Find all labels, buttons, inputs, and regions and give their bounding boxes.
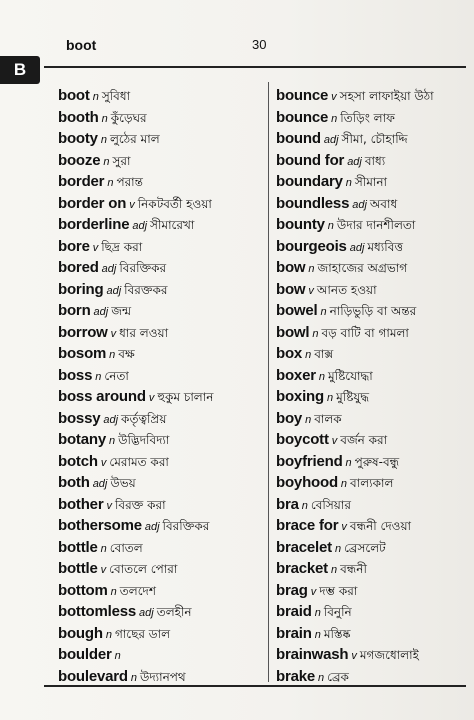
part-of-speech: n xyxy=(305,413,312,426)
definition: সুরা xyxy=(112,153,131,168)
headword: bored xyxy=(58,259,99,276)
thumb-index-tab: B xyxy=(0,56,40,84)
definition: মগজধোলাই xyxy=(359,648,419,662)
definition: কর্তৃত্বপ্রিয় xyxy=(121,411,167,426)
part-of-speech: n xyxy=(107,177,114,189)
dictionary-entry xyxy=(58,514,264,536)
dictionary-entry xyxy=(276,364,466,386)
headword: boss xyxy=(58,366,93,384)
definition: বাধ্য xyxy=(364,153,386,168)
definition: উদ্যানপথ xyxy=(140,669,186,684)
headword: bounce xyxy=(276,87,329,104)
definition: মুষ্টিযোদ্ধা xyxy=(327,368,373,383)
dictionary-entry xyxy=(276,600,466,622)
definition: বিনুনি xyxy=(323,605,352,619)
part-of-speech: n xyxy=(345,177,352,189)
part-of-speech: adj xyxy=(347,155,362,168)
headword: bottom xyxy=(58,581,108,599)
part-of-speech: adj xyxy=(93,306,109,318)
part-of-speech: n xyxy=(100,542,107,555)
dictionary-entry xyxy=(58,213,264,235)
headword: border xyxy=(58,173,105,190)
headword: boot xyxy=(58,87,90,104)
definition: সুবিধা xyxy=(101,89,131,103)
headword: boxer xyxy=(276,366,316,384)
part-of-speech: n xyxy=(345,456,352,469)
headword: bounty xyxy=(276,216,325,233)
dictionary-entry xyxy=(276,192,466,214)
definition: আনত হওয়া xyxy=(316,282,377,297)
definition: বেসিয়ার xyxy=(310,497,351,512)
part-of-speech: n xyxy=(330,564,338,576)
part-of-speech: n xyxy=(101,112,108,125)
definition: মুষ্টিযুদ্ধ xyxy=(336,390,370,404)
part-of-speech: v xyxy=(341,521,347,533)
dictionary-entry xyxy=(276,84,466,106)
dictionary-entry xyxy=(276,170,466,192)
footer-rule xyxy=(44,685,466,687)
headword: bough xyxy=(58,624,103,642)
dictionary-entry xyxy=(276,213,466,235)
part-of-speech: v xyxy=(100,456,107,469)
dictionary-entry xyxy=(276,127,466,149)
part-of-speech: n xyxy=(314,628,321,641)
definition: গাছের ডাল xyxy=(114,626,171,641)
definition: তলদেশ xyxy=(119,583,156,598)
definition: পুরুষ-বন্ধু xyxy=(354,454,400,469)
part-of-speech: v xyxy=(310,585,317,598)
headword: both xyxy=(58,474,90,491)
dictionary-entry xyxy=(276,493,466,515)
part-of-speech: n xyxy=(130,671,138,684)
definition: সহসা লাফাইয়া উঠা xyxy=(339,89,434,103)
part-of-speech: n xyxy=(108,435,116,447)
headword: boulevard xyxy=(58,667,128,685)
part-of-speech: v xyxy=(129,198,135,211)
definition: তিড়িং লাফ xyxy=(340,110,395,125)
dictionary-entry xyxy=(276,557,466,579)
definition: বর্জন করা xyxy=(340,433,388,447)
dictionary-entry xyxy=(58,106,264,128)
definition: ধার লওয়া xyxy=(119,325,169,340)
definition: বাক্স xyxy=(314,347,334,361)
definition: ছিদ্র করা xyxy=(101,239,143,254)
definition: বোতল xyxy=(109,540,143,555)
headword: bound xyxy=(276,130,321,147)
headword: brake xyxy=(276,667,316,685)
part-of-speech: v xyxy=(351,650,357,662)
part-of-speech: n xyxy=(110,585,117,598)
dictionary-entry xyxy=(58,536,264,558)
part-of-speech: n xyxy=(312,327,319,340)
part-of-speech: n xyxy=(334,542,342,555)
headword: box xyxy=(276,345,303,362)
dictionary-entry xyxy=(58,84,264,106)
dictionary-entry xyxy=(276,407,466,429)
definition: লুঠের মাল xyxy=(109,132,160,146)
headword: bottle xyxy=(58,538,98,556)
dictionary-entry xyxy=(58,170,264,192)
headword: boy xyxy=(276,409,303,427)
part-of-speech: v xyxy=(92,241,99,254)
dictionary-entry xyxy=(58,579,264,601)
headword: braid xyxy=(276,603,312,620)
headword: boycott xyxy=(276,431,329,448)
dictionary-entry xyxy=(58,407,264,429)
dictionary-entry xyxy=(58,557,264,579)
part-of-speech: n xyxy=(326,392,334,404)
definition: উভয় xyxy=(110,476,136,490)
part-of-speech: adj xyxy=(92,478,108,490)
definition: বক্ষ xyxy=(118,347,135,361)
definition: অবাধ xyxy=(369,196,398,211)
part-of-speech: n xyxy=(105,628,112,641)
headword: brace for xyxy=(276,517,339,534)
part-of-speech: v xyxy=(331,91,337,103)
part-of-speech: n xyxy=(95,370,102,383)
headword: boss around xyxy=(58,388,146,405)
headword: boulder xyxy=(58,646,112,663)
header-rule xyxy=(44,66,466,68)
part-of-speech: adj xyxy=(144,521,160,533)
headword: bothersome xyxy=(58,517,142,534)
dictionary-entry xyxy=(276,450,466,472)
part-of-speech: n xyxy=(109,349,116,361)
headword: bra xyxy=(276,495,299,513)
definition: নিকটবর্তী হওয়া xyxy=(137,196,212,211)
headword: booth xyxy=(58,108,99,126)
headword: born xyxy=(58,302,91,319)
headword: boyfriend xyxy=(276,452,343,470)
definition: বিরক্তিকর xyxy=(162,519,210,533)
dictionary-entry xyxy=(58,493,264,515)
dictionary-entry xyxy=(276,299,466,321)
headword: bow xyxy=(276,280,306,298)
part-of-speech: adj xyxy=(101,263,117,275)
dictionary-entry xyxy=(58,149,264,171)
dictionary-entry xyxy=(58,364,264,386)
part-of-speech: n xyxy=(301,499,308,512)
dictionary-entry xyxy=(58,321,264,343)
part-of-speech: n xyxy=(340,478,348,490)
headword: borderline xyxy=(58,216,130,233)
dictionary-entry xyxy=(58,256,264,278)
definition: বাল্যকাল xyxy=(350,476,394,490)
dictionary-entry xyxy=(58,600,264,622)
dictionary-entry xyxy=(58,278,264,300)
column-divider xyxy=(268,82,269,682)
definition: ব্রেসলেট xyxy=(344,540,386,555)
dictionary-entry xyxy=(58,622,264,644)
dictionary-entry xyxy=(276,643,466,665)
part-of-speech: n xyxy=(305,349,312,361)
dictionary-entry xyxy=(276,622,466,644)
page-number: 30 xyxy=(252,37,267,52)
part-of-speech: n xyxy=(318,370,325,383)
headword: bosom xyxy=(58,345,107,362)
headword: boundless xyxy=(276,194,350,212)
part-of-speech: v xyxy=(148,392,155,404)
part-of-speech: adj xyxy=(106,284,122,297)
part-of-speech: adj xyxy=(139,607,154,619)
definition: মেরামত করা xyxy=(109,454,169,469)
definition: কুঁড়েঘর xyxy=(110,110,147,125)
headword: border on xyxy=(58,194,127,212)
definition: বিরক্ত করা xyxy=(114,497,166,512)
headword: bourgeois xyxy=(276,237,347,255)
part-of-speech: n xyxy=(92,91,99,103)
part-of-speech: adj xyxy=(352,198,367,211)
part-of-speech: adj xyxy=(103,413,119,426)
definition: বন্ধনী xyxy=(340,562,367,576)
definition: উদ্ভিদবিদ্যা xyxy=(118,433,170,447)
part-of-speech: n xyxy=(320,306,327,318)
definition: বন্ধনী দেওয়া xyxy=(349,519,412,533)
headword: bother xyxy=(58,495,104,513)
part-of-speech: adj xyxy=(349,241,365,254)
definition: ব্রেক xyxy=(327,669,349,684)
headword: brag xyxy=(276,581,308,599)
dictionary-entry xyxy=(58,643,264,665)
headword: booty xyxy=(58,130,98,147)
headword: brain xyxy=(276,624,312,642)
right-column xyxy=(276,84,466,686)
dictionary-entry xyxy=(58,471,264,493)
definition: পরান্ত xyxy=(116,175,143,189)
definition: বিরক্তিকর xyxy=(119,261,167,275)
part-of-speech: v xyxy=(100,564,107,576)
part-of-speech: n xyxy=(314,607,321,619)
dictionary-entry xyxy=(276,256,466,278)
headword: bounce xyxy=(276,108,329,126)
part-of-speech: adj xyxy=(132,220,148,232)
dictionary-entry xyxy=(276,235,466,257)
definition: তলহীন xyxy=(156,605,192,619)
dictionary-entry xyxy=(58,299,264,321)
part-of-speech: v xyxy=(308,284,314,297)
definition: সীমানা xyxy=(354,175,388,189)
dictionary-entry xyxy=(58,428,264,450)
dictionary-entry xyxy=(276,278,466,300)
dictionary-entry xyxy=(58,192,264,214)
part-of-speech: n xyxy=(327,220,334,232)
dictionary-entry xyxy=(276,428,466,450)
definition: বোতলে পোরা xyxy=(109,562,178,576)
dictionary-entry xyxy=(276,665,466,687)
dictionary-entry xyxy=(58,665,264,687)
dictionary-entry xyxy=(276,385,466,407)
dictionary-entry xyxy=(276,514,466,536)
part-of-speech: n xyxy=(103,155,110,168)
dictionary-entry xyxy=(276,342,466,364)
headword: bore xyxy=(58,237,90,255)
definition: নাড়িভুড়ি বা অন্তর xyxy=(329,304,417,318)
dictionary-entry xyxy=(58,342,264,364)
definition: নেতা xyxy=(104,368,129,383)
headword: brainwash xyxy=(276,646,349,663)
definition: সীমা, চৌহাদ্দি xyxy=(341,132,408,146)
definition: মস্তিষ্ক xyxy=(323,626,351,641)
definition: সীমারেখা xyxy=(150,218,195,232)
headword: boring xyxy=(58,280,104,298)
definition: জন্ম xyxy=(111,304,132,318)
left-column xyxy=(58,84,264,686)
definition: হুকুম চালান xyxy=(157,390,214,404)
definition: জাহাজের অগ্রভাগ xyxy=(317,261,408,275)
headword: bottomless xyxy=(58,603,137,620)
headword: boyhood xyxy=(276,474,338,491)
headword: boxing xyxy=(276,388,324,405)
dictionary-entry xyxy=(58,385,264,407)
headword: bracelet xyxy=(276,538,332,556)
dictionary-entry xyxy=(58,235,264,257)
dictionary-entry xyxy=(58,127,264,149)
part-of-speech: n xyxy=(100,134,107,146)
headword: booze xyxy=(58,151,101,169)
dictionary-entry xyxy=(276,579,466,601)
headword: bossy xyxy=(58,409,101,427)
part-of-speech: adj xyxy=(323,134,339,146)
definition: দম্ভ করা xyxy=(319,583,358,598)
guide-word: boot xyxy=(66,37,97,53)
headword: bottle xyxy=(58,560,98,577)
dictionary-entry xyxy=(276,106,466,128)
dictionary-entry xyxy=(276,149,466,171)
part-of-speech: n xyxy=(331,112,338,125)
definition: উদার দানশীলতা xyxy=(336,218,416,232)
part-of-speech: n xyxy=(308,263,315,275)
headword: botch xyxy=(58,452,98,470)
headword: bowel xyxy=(276,302,318,319)
headword: bracket xyxy=(276,560,328,577)
headword: bound for xyxy=(276,151,345,169)
part-of-speech: n xyxy=(318,671,325,684)
definition: বড় বাটি বা গামলা xyxy=(321,325,409,340)
definition: বিরক্তকর xyxy=(124,282,168,297)
part-of-speech: v xyxy=(110,327,117,340)
definition: মধ্যবিত্ত xyxy=(367,239,403,254)
headword: boundary xyxy=(276,173,343,190)
dictionary-entry xyxy=(276,471,466,493)
headword: borrow xyxy=(58,323,108,341)
part-of-speech: n xyxy=(114,650,121,662)
part-of-speech: v xyxy=(331,435,338,447)
headword: bow xyxy=(276,259,306,276)
headword: botany xyxy=(58,431,106,448)
part-of-speech: v xyxy=(106,499,112,512)
dictionary-entry xyxy=(276,321,466,343)
dictionary-entry xyxy=(58,450,264,472)
dictionary-entry xyxy=(276,536,466,558)
headword: bowl xyxy=(276,323,310,341)
definition: বালক xyxy=(314,411,342,426)
